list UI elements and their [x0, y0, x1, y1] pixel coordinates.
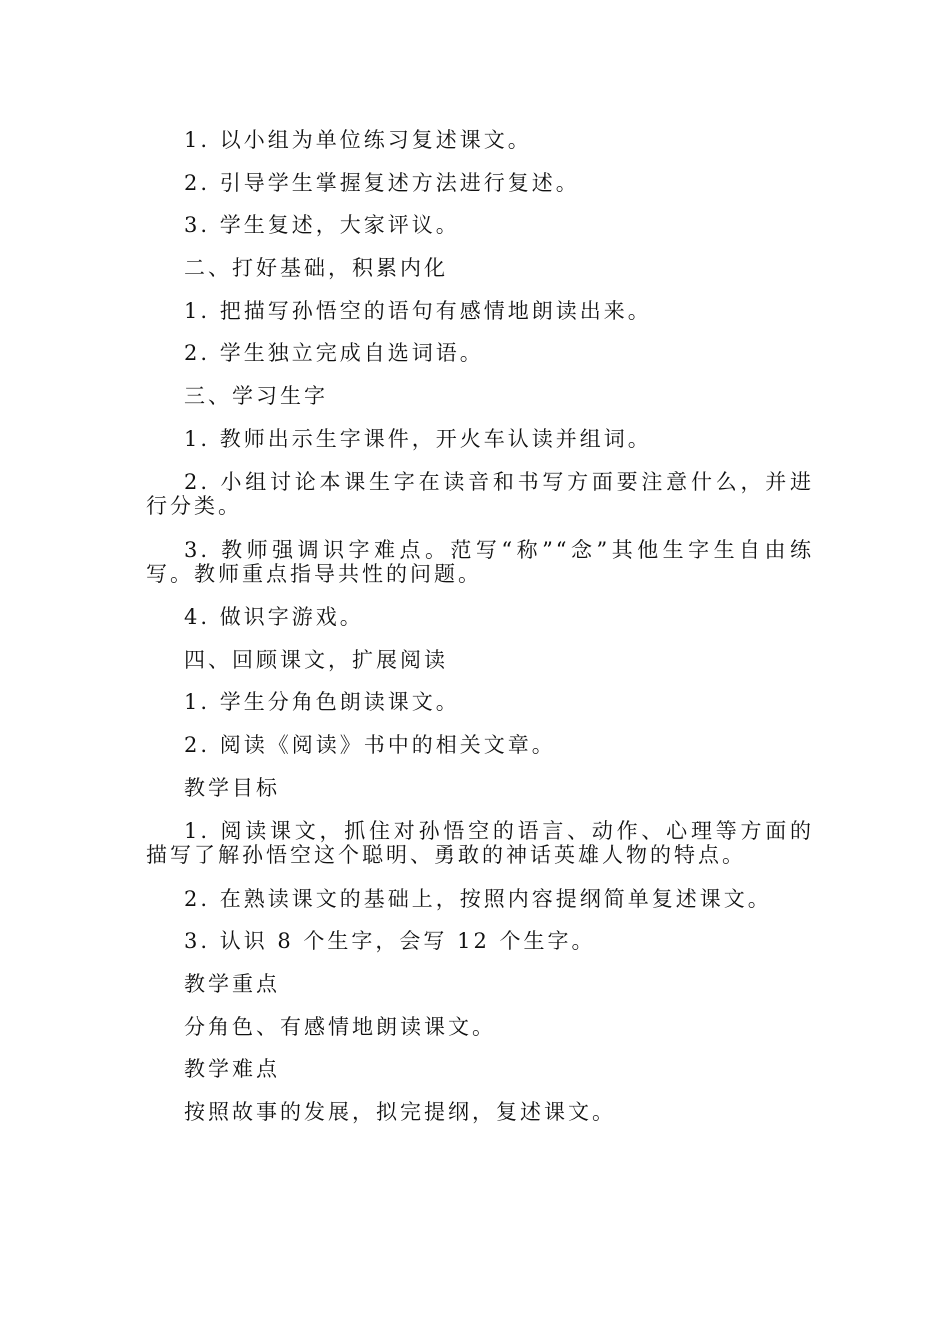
text-line: 4. 做识字游戏。 — [184, 605, 364, 629]
text-line: 1. 学生分角色朗读课文。 — [184, 690, 460, 714]
paragraph: 1. 阅读课文，抓住对孙悟空的语言、动作、心理等方面的描写了解孙悟空这个聪明、勇敢的神话英雄人物的特点。 — [146, 819, 814, 867]
text-line: 1. 教师出示生字课件，开火车认读并组词。 — [184, 427, 652, 451]
text-line: 2. 引导学生掌握复述方法进行复述。 — [184, 171, 580, 195]
text-line: 2. 学生独立完成自选词语。 — [184, 341, 484, 365]
text-line: 2. 在熟读课文的基础上，按照内容提纲简单复述课文。 — [184, 887, 772, 911]
text-line: 1. 把描写孙悟空的语句有感情地朗读出来。 — [184, 299, 652, 323]
text-line: 3. 学生复述，大家评议。 — [184, 213, 460, 237]
text-line: 分角色、有感情地朗读课文。 — [184, 1015, 496, 1039]
section-heading: 二、打好基础，积累内化 — [184, 256, 448, 280]
paragraph: 2. 小组讨论本课生字在读音和书写方面要注意什么，并进行分类。 — [146, 470, 814, 518]
text-line: 1. 以小组为单位练习复述课文。 — [184, 128, 532, 152]
section-heading: 四、回顾课文，扩展阅读 — [184, 648, 448, 672]
text-line: 按照故事的发展，拟完提纲，复述课文。 — [184, 1100, 616, 1124]
text-line: 2. 阅读《阅读》书中的相关文章。 — [184, 733, 556, 757]
section-heading: 教学目标 — [184, 776, 280, 800]
section-heading: 教学重点 — [184, 972, 280, 996]
text-line: 3. 认识 8 个生字，会写 12 个生字。 — [184, 929, 596, 953]
paragraph: 3. 教师强调识字难点。范写“称”“念”其他生字生自由练写。教师重点指导共性的问题。 — [146, 538, 814, 586]
section-heading: 教学难点 — [184, 1057, 280, 1081]
section-heading: 三、学习生字 — [184, 384, 328, 408]
